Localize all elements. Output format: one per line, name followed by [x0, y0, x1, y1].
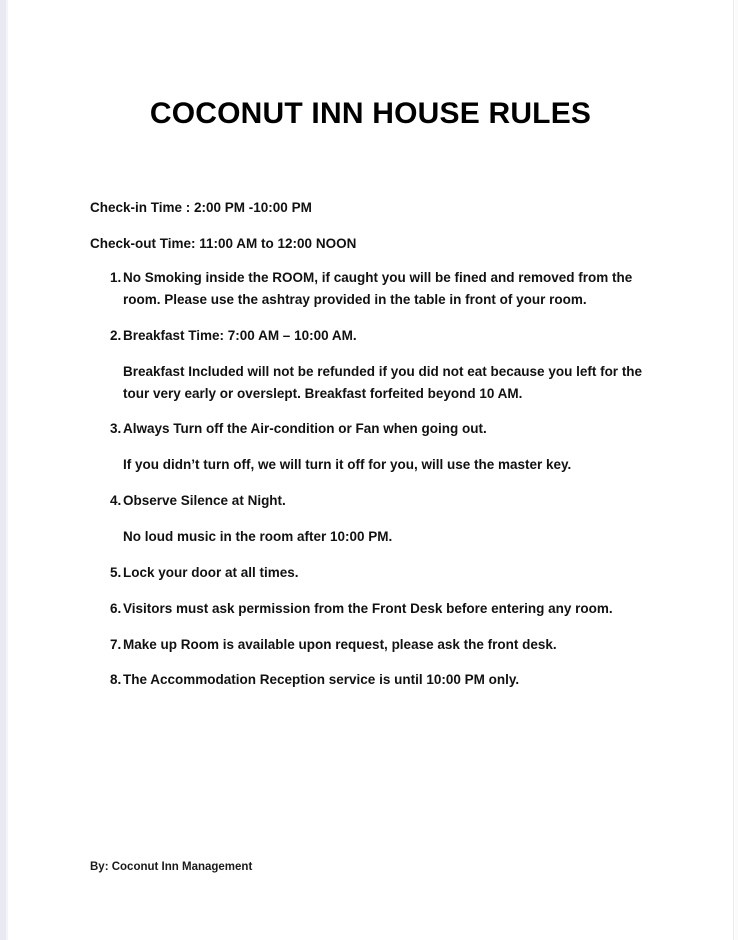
list-item — [90, 267, 656, 311]
list-item-text: Breakfast Time: 7:00 AM – 10:00 AM. — [123, 327, 357, 343]
list-item-text: Make up Room is available upon request, please ask the front desk. — [123, 636, 557, 652]
document-body — [90, 198, 656, 691]
check-in-time-line: Check-in Time : 2:00 PM -10:00 PM — [90, 200, 312, 215]
list-item-text: Lock your door at all times. — [123, 564, 299, 580]
list-item-note: If you didn’t turn off, we will turn it off for you, will use the master key. — [123, 457, 572, 473]
list-item-text: Observe Silence at Night. — [123, 493, 286, 509]
list-item-marker: 3. — [110, 421, 122, 437]
list-item — [90, 325, 656, 405]
page-right-edge-rule — [733, 0, 734, 940]
list-item-marker: 8. — [110, 672, 122, 688]
list-item-marker: 4. — [110, 493, 122, 509]
list-item-marker: 5. — [110, 564, 122, 580]
list-item-marker: 6. — [110, 600, 122, 616]
check-out-time-line: Check-out Time: 11:00 AM to 12:00 NOON — [90, 235, 357, 251]
list-item — [90, 490, 656, 548]
list-item-text: Always Turn off the Air-condition or Fan when going out. — [123, 421, 487, 437]
list-item-text: Visitors must ask permission from the Front Desk before entering any room. — [123, 600, 613, 616]
list-item-note: Breakfast Included will not be refunded if you did not eat because you left for the tour very early or overslept. Breakfast forfeited beyond 10 AM. — [123, 363, 643, 401]
list-item-marker: 2. — [110, 327, 122, 343]
list-item — [90, 598, 656, 620]
list-item-marker: 7. — [110, 636, 122, 652]
list-item-note: No loud music in the room after 10:00 PM. — [123, 529, 393, 544]
signature-line: By: Coconut Inn Management — [90, 860, 253, 873]
house-rules-list — [90, 267, 656, 691]
list-item — [90, 669, 656, 691]
page-title: COCONUT INN HOUSE RULES — [149, 97, 592, 131]
list-item-marker: 1. — [110, 270, 122, 286]
list-item — [90, 418, 656, 476]
document-sheet — [8, 0, 733, 940]
list-item-text: No Smoking inside the ROOM, if caught you will be fined and removed from the room. Please use the ashtray provided in the table in front of your room. — [123, 270, 633, 307]
list-item — [90, 562, 656, 584]
list-item — [90, 634, 656, 656]
list-item-text: The Accommodation Reception service is until 10:00 PM only. — [123, 672, 520, 688]
